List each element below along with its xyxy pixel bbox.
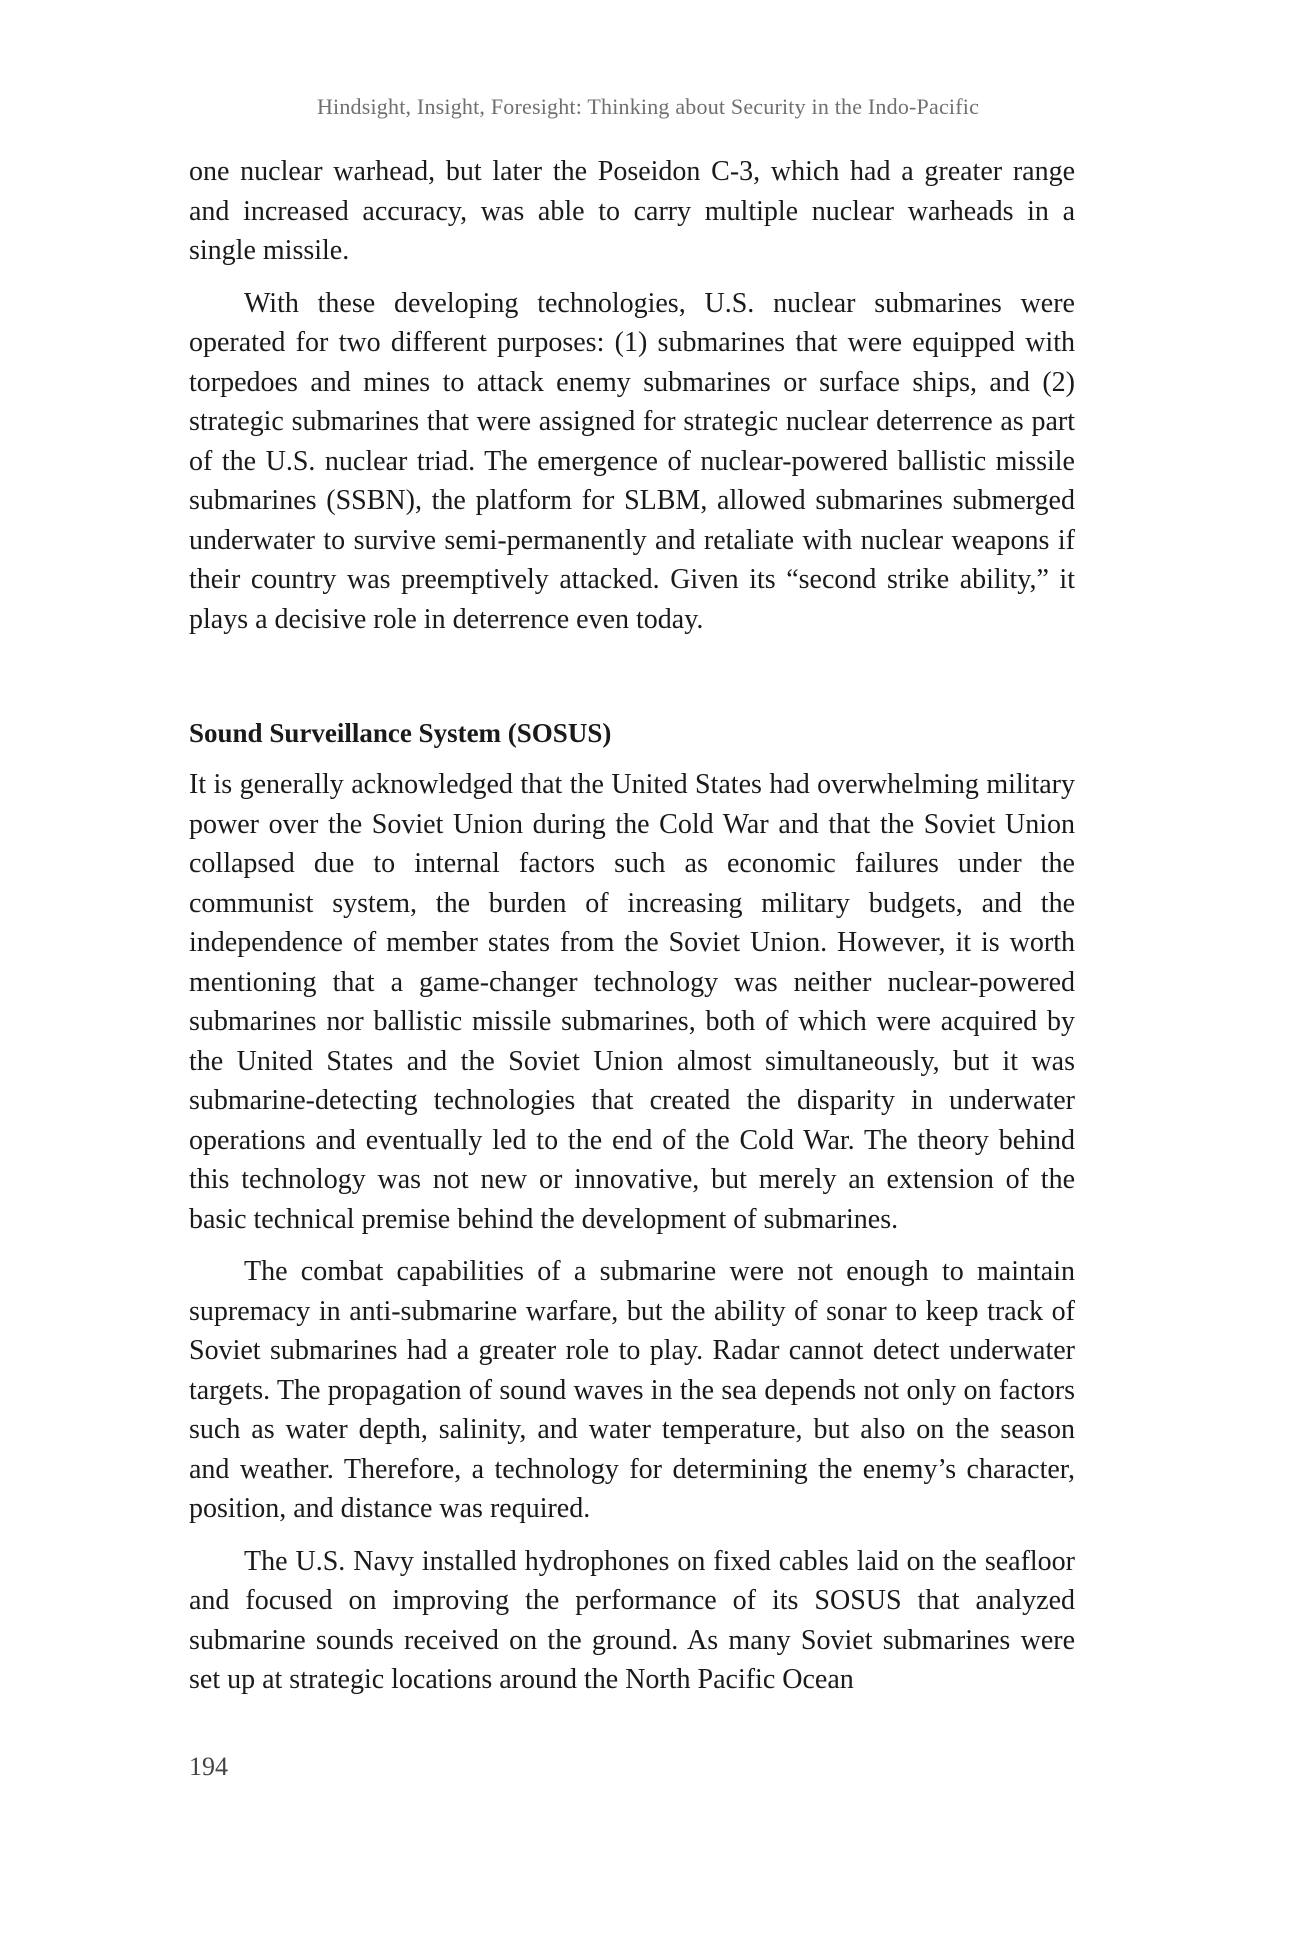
body-paragraph: With these developing technologies, U.S. nuclear submarines were operated for two different purposes: (1) submarines that were equipped with torpedoes and mines to attack enemy submarines or surface ships, and (2) strategic submarines that were assigned for strategic nuclear deterrence as part of the U.S. nuclear triad. The emergence of nuclear-powered ballistic missile submarines (SSBN), the platform for SLBM, allowed submarines submerged underwater to survive semi-permanently and retaliate with nuclear weapons if their country was preemptively attacked. Given its “second strike ability,” it plays a decisive role in deterrence even today. (189, 287, 1075, 635)
section-heading: Sound Surveillance System (SOSUS) (189, 718, 612, 748)
body-paragraph: The combat capabilities of a submarine were not enough to maintain supremacy in anti-submarine warfare, but the ability of sonar to keep track of Soviet submarines had a greater role to play. Radar cannot detect underwater targets. The propagation of sound waves in the sea depends not only on factors such as water depth, salinity, and water temperature, but also on the season and weather. Therefore, a technology for determining the enemy’s character, position, and distance was required. (189, 1256, 1075, 1524)
body-paragraph: It is generally acknowledged that the United States had overwhelming military power over the Soviet Union during the Cold War and that the Soviet Union collapsed due to internal factors such as economic failures under the communist system, the burden of increasing military budgets, and the independence of member states from the Soviet Union. However, it is worth mentioning that a game-changer technology was neither nuclear-powered submarines nor ballistic missile submarines, both of which were acquired by the United States and the Soviet Union almost simultaneously, but it was submarine-detecting technologies that created the disparity in underwater operations and eventually led to the end of the Cold War. The theory behind this technology was not new or innovative, but merely an extension of the basic technical premise behind the development of submarines. (189, 769, 1075, 1235)
page-body (189, 152, 1075, 1700)
running-header: Hindsight, Insight, Foresight: Thinking about Security in the Indo-Pacific (316, 94, 980, 119)
body-paragraph: one nuclear warhead, but later the Poseidon C-3, which had a greater range and increased accuracy, was able to carry multiple nuclear warheads in a single missile. (189, 156, 1075, 266)
body-paragraph: The U.S. Navy installed hydrophones on fixed cables laid on the seafloor and focused on improving the performance of its SOSUS that analyzed submarine sounds received on the ground. As many Soviet submarines were set up at strategic locations around the North Pacific Ocean (189, 1545, 1075, 1695)
page-number: 194 (189, 1752, 228, 1781)
